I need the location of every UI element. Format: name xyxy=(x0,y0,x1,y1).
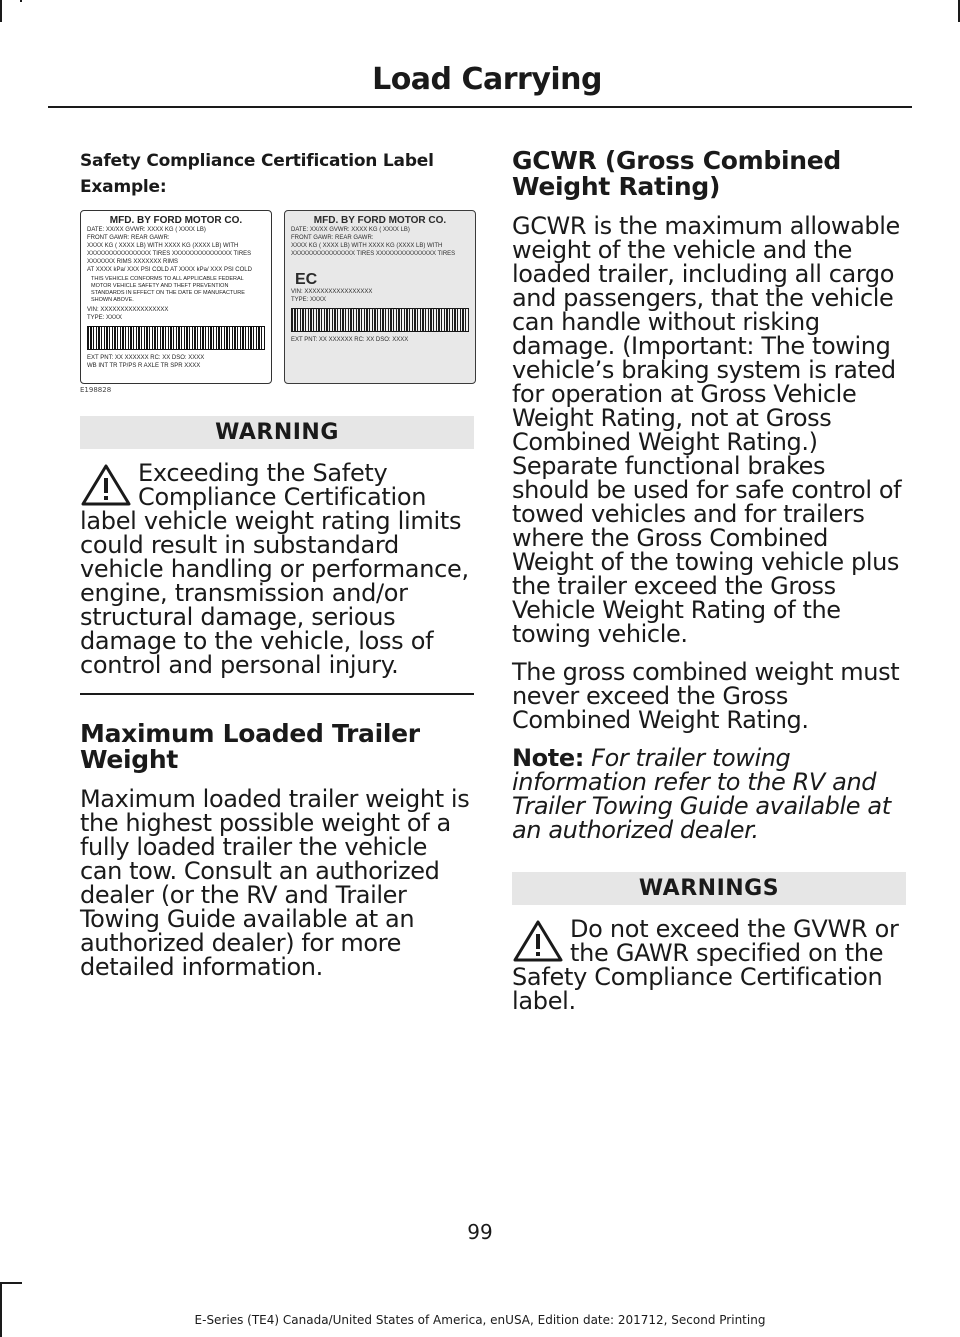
page-number: 99 xyxy=(467,1220,493,1244)
mltw-heading: Maximum Loaded Trailer Weight xyxy=(80,719,420,774)
warning-heading: WARNING xyxy=(80,416,474,449)
barcode xyxy=(87,326,265,350)
crop-mark xyxy=(0,1282,22,1284)
label-caption-example: Example: xyxy=(80,177,167,197)
label-line: AT XXXX kPa/ XXX PSI COLD AT XXXX kPa/ XXX PSI COLD xyxy=(87,267,252,273)
label-manufacturer: MFD. BY FORD MOTOR CO. xyxy=(313,215,447,226)
warning-triangle-icon xyxy=(512,919,564,963)
label-vin: VIN: XXXXXXXXXXXXXXXXX xyxy=(291,289,373,295)
gcwr-heading: GCWR (Gross Combined Weight Rating) xyxy=(512,146,841,201)
label-line: XXXXXXX RIMS XXXXXXX RIMS xyxy=(87,259,179,265)
warning-divider xyxy=(80,693,474,695)
certification-label-example xyxy=(80,210,272,384)
crop-mark xyxy=(20,0,22,2)
barcode xyxy=(291,308,469,332)
crop-mark xyxy=(0,0,2,22)
label-manufacturer: MFD. BY FORD MOTOR CO. xyxy=(109,215,243,226)
note-text: For trailer towing information refer to the RV and Trailer Towing Guide available at an authorized dealer. xyxy=(512,744,891,844)
certification-label-photo xyxy=(284,210,476,384)
warning-text: Exceeding the Safety Compliance Certification label vehicle weight rating limits could result in substandard vehicle handling or performance, engine, transmission and/or structural damage, serious damage to the vehicle, loss of control and personal injury. xyxy=(80,459,469,679)
warning-triangle-icon xyxy=(80,463,132,507)
edition-footer: E-Series (TE4) Canada/United States of America, enUSA, Edition date: 201712, Second Printing xyxy=(194,1313,766,1327)
label-line: FRONT GAWR: REAR GAWR: xyxy=(87,235,170,241)
label-line: FRONT GAWR: REAR GAWR: xyxy=(291,235,374,241)
label-bottom-row: WB INT TR TP/PS R AXLE TR SPR XXXX xyxy=(87,363,201,369)
crop-mark xyxy=(0,1282,2,1337)
certification-label-figure xyxy=(80,210,474,392)
ec-mark: EC xyxy=(295,271,318,288)
label-line: XXXX KG ( XXXX LB) WITH XXXX KG (XXXX LB) WITH xyxy=(87,243,239,249)
note xyxy=(512,746,906,842)
header-divider xyxy=(48,106,912,108)
figure-code: E198828 xyxy=(80,386,112,394)
label-conformity-text: THIS VEHICLE CONFORMS TO ALL APPLICABLE FEDERAL MOTOR VEHICLE SAFETY AND THEFT PREVENTION STANDARDS IN EFFECT ON THE DATE OF MANUFACTURE SHOWN ABOVE. xyxy=(91,276,245,303)
label-line: DATE: XX/XX GVWR: XXXX KG ( XXXX LB) xyxy=(87,227,206,233)
label-ext-paint: EXT PNT: XX XXXXXX RC: XX DSO: XXXX xyxy=(291,337,409,343)
label-caption: Safety Compliance Certification Label xyxy=(80,151,434,171)
gcwr-paragraph: GCWR is the maximum allowable weight of the vehicle and the loaded trailer, including all cargo and passengers, that the vehicle can handle without risking damage. (Important: The towing vehicle’s braking system is rated for operation at Gross Vehicle Weight Rating, not at Gross Combined Weight Rating.) Separate functional brakes should be used for safe control of towed vehicles and for trailers where the Gross Combined Weight of the towing vehicle plus the trailer exceed the Gross Vehicle Weight Rating of the towing vehicle. xyxy=(512,212,902,648)
gcwr-paragraph-2: The gross combined weight must never exceed the Gross Combined Weight Rating. xyxy=(512,658,900,734)
warning-block xyxy=(80,461,474,677)
label-ext-paint: EXT PNT: XX XXXXXX RC: XX DSO: XXXX xyxy=(87,355,205,361)
warnings-text: Do not exceed the GVWR or the GAWR specified on the Safety Compliance Certification label. xyxy=(512,915,899,1015)
note-label: Note: xyxy=(512,744,584,772)
label-type: TYPE: XXXX xyxy=(291,297,327,303)
label-line: DATE: XX/XX GVWR: XXXX KG ( XXXX LB) xyxy=(291,227,410,233)
page-header-title: Load Carrying xyxy=(372,62,602,97)
right-column xyxy=(512,148,906,1013)
label-type: TYPE: XXXX xyxy=(87,315,123,321)
warnings-block xyxy=(512,917,906,1013)
label-line: XXXXXXXXXXXXXXXX TIRES XXXXXXXXXXXXXXX TIRES xyxy=(87,251,252,257)
label-vin: VIN: XXXXXXXXXXXXXXXXX xyxy=(87,307,169,313)
label-line: XXXX KG ( XXXX LB) WITH XXXX KG (XXXX LB) WITH xyxy=(291,243,443,249)
left-column xyxy=(80,148,474,979)
label-line: XXXXXXXXXXXXXXXX TIRES XXXXXXXXXXXXXXX TIRES xyxy=(291,251,456,257)
warnings-heading: WARNINGS xyxy=(512,872,906,905)
mltw-paragraph: Maximum loaded trailer weight is the highest possible weight of a fully loaded trailer the vehicle can tow. Consult an authorized dealer (or the RV and Trailer Towing Guide available at an authorized dealer) for more detailed information. xyxy=(80,785,470,981)
